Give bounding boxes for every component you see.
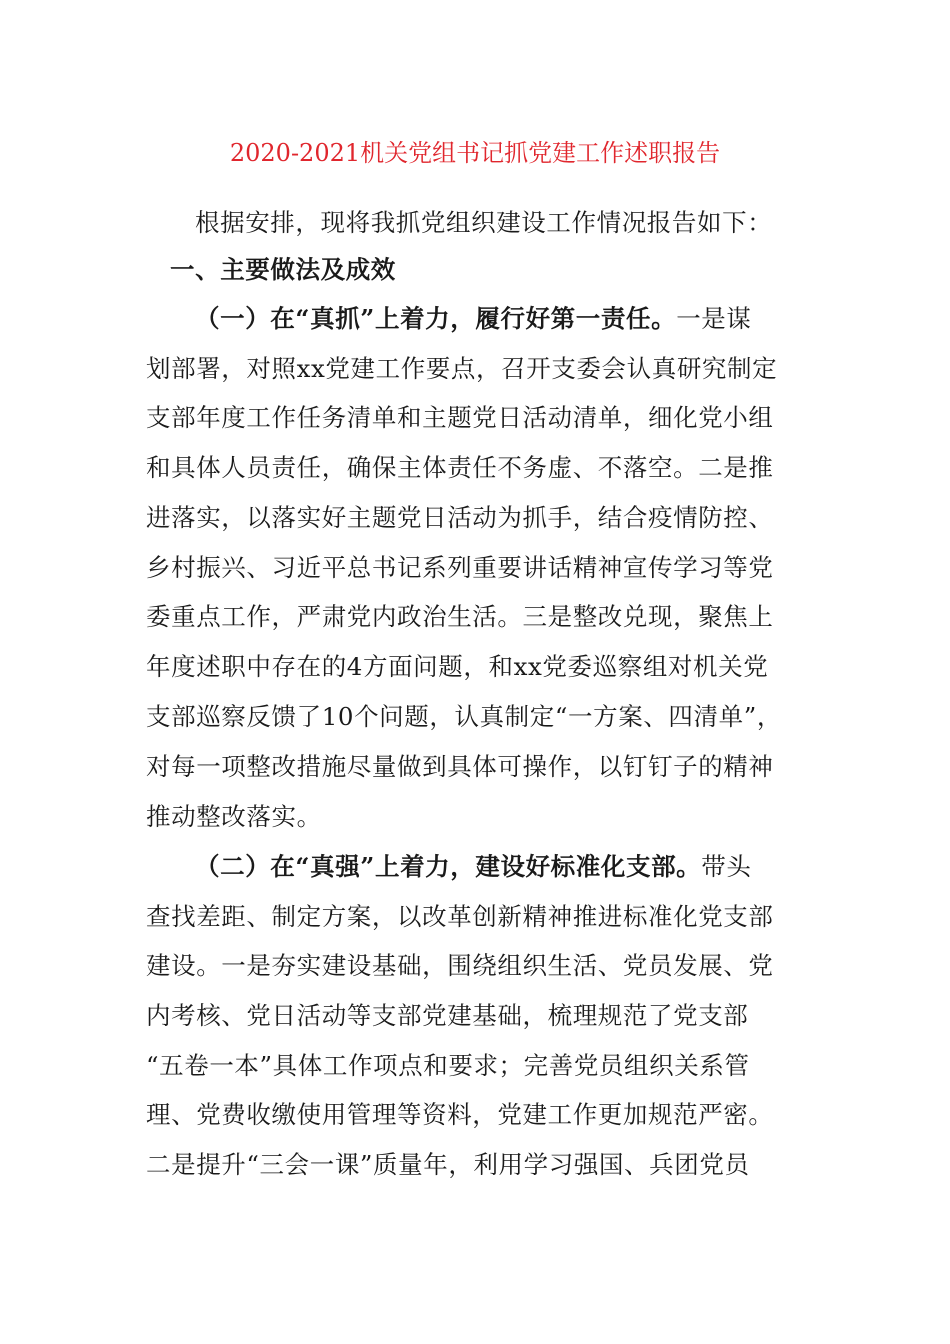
intro-paragraph: 根据安排，现将我抓党组织建设工作情况报告如下： — [195, 208, 773, 237]
paragraph-1-line: 划部署，对照xx党建工作要点，召开支委会认真研究制定 — [146, 354, 778, 383]
paragraph-1-line: 进落实，以落实好主题党日活动为抓手，结合疫情防控、 — [146, 503, 774, 532]
paragraph-1-line: 和具体人员责任，确保主体责任不务虚、不落空。二是推 — [146, 453, 774, 482]
paragraph-1-line: 支部年度工作任务清单和主题党日活动清单，细化党小组 — [146, 403, 774, 432]
paragraph-2-line: 理、党费收缴使用管理等资料，党建工作更加规范严密。 — [146, 1100, 774, 1129]
paragraph-1-lead-text: 一是谋 — [676, 304, 752, 333]
paragraph-2-line: 二是提升“三会一课”质量年，利用学习强国、兵团党员 — [146, 1150, 750, 1179]
paragraph-2-first-line — [195, 847, 865, 887]
paragraph-1-line: 支部巡察反馈了10个问题，认真制定“一方案、四清单”， — [146, 702, 782, 731]
paragraph-2-subheading: （二）在“真强”上着力，建设好标准化支部。 — [195, 852, 702, 881]
paragraph-1-line: 推动整改落实。 — [146, 802, 322, 831]
section-heading: 一、主要做法及成效 — [170, 255, 396, 284]
paragraph-2-line: 查找差距、制定方案，以改革创新精神推进标准化党支部 — [146, 902, 774, 931]
paragraph-1-line: 年度述职中存在的4方面问题，和xx党委巡察组对机关党 — [146, 652, 769, 681]
paragraph-1-line: 对每一项整改措施尽量做到具体可操作，以钉钉子的精神 — [146, 752, 774, 781]
paragraph-2-line: “五卷一本”具体工作项点和要求；完善党员组织关系管 — [146, 1051, 750, 1080]
paragraph-1-first-line — [195, 299, 865, 339]
paragraph-2-line: 建设。一是夯实建设基础，围绕组织生活、党员发展、党 — [146, 951, 774, 980]
paragraph-1-line: 乡村振兴、习近平总书记系列重要讲话精神宣传学习等党 — [146, 553, 774, 582]
document-title: 2020-2021机关党组书记抓党建工作述职报告 — [229, 139, 721, 167]
paragraph-1-subheading: （一）在“真抓”上着力，履行好第一责任。 — [195, 304, 677, 333]
paragraph-2-lead-text: 带头 — [701, 852, 752, 881]
paragraph-1-line: 委重点工作，严肃党内政治生活。三是整改兑现，聚焦上 — [146, 602, 774, 631]
paragraph-2-line: 内考核、党日活动等支部党建基础，梳理规范了党支部 — [146, 1001, 749, 1030]
